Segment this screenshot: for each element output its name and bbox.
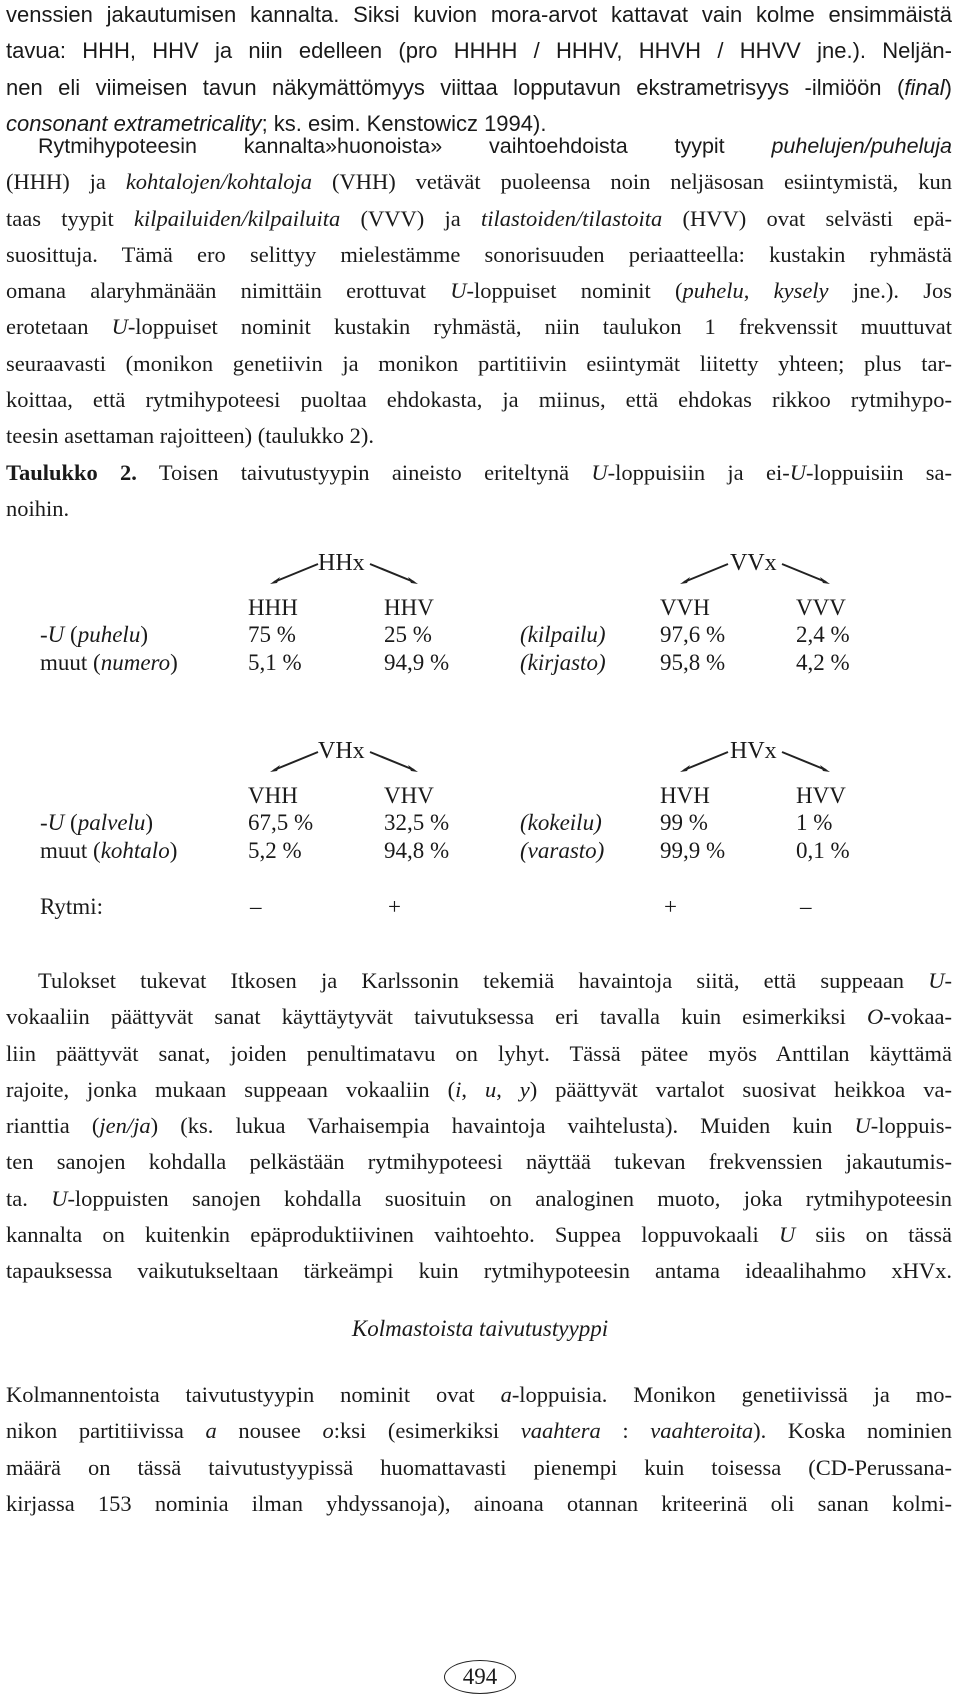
column-header: VHH: [248, 783, 298, 808]
column-header: HVH: [660, 783, 710, 808]
table-cell: 94,9 %: [384, 650, 450, 675]
text-line: tapauksessa vaikutukseltaan tärkeämpi kuin rytmihypoteesin antama ideaalihahmo xHVx.: [6, 1258, 952, 1284]
text-line: rianttia (jen/ja) (ks. lukua Varhaisempia havaintoja vaihtelusta). Muiden kuin U-loppuis-: [6, 1113, 953, 1139]
text-line: Taulukko 2. Toisen taivutustyypin aineisto eriteltynä U-loppuisiin ja ei-U-loppuisiin sa-: [6, 460, 952, 485]
group-title-vvx: VVx: [730, 550, 777, 576]
table-cell: 99,9 %: [660, 838, 726, 863]
text-line: suosittuja. Tämä ero selittyy mielestämme sonorisuuden periaatteella: kustakin ryhmästä: [6, 241, 952, 267]
paragraph-tulokset: [6, 963, 952, 1290]
text-line: (HHH) ja kohtalojen/kohtaloja (VHH) vetävät puoleensa noin neljäsosan esiintymistä, kun: [6, 169, 952, 195]
column-header: VVH: [660, 595, 710, 620]
table-cell: 1 %: [796, 810, 833, 835]
text-line: nikon partitiivissa a nousee o:ksi (esimerkiksi vaahtera : vaahteroita). Koska nominien: [6, 1418, 952, 1444]
row-label: (varasto): [520, 838, 605, 863]
column-header: HVV: [796, 783, 846, 808]
text-line: erotetaan U-loppuiset nominit kustakin ryhmästä, niin taulukon 1 frekvenssit muuttuvat: [6, 314, 952, 340]
row-label: (kilpailu): [520, 622, 606, 647]
rytmi-sign: +: [388, 894, 401, 919]
text-line: ta. U-loppuisten sanojen kohdalla suosituin on analoginen muoto, joka rytmihypoteesin: [6, 1185, 952, 1211]
text-line: taas tyypit kilpailuiden/kilpailuita (VVV) ja tilastoiden/tilastoita (HVV) ovat selvästi epä-: [6, 205, 952, 231]
arrow-right-icon: [780, 750, 830, 772]
text-line: consonant extrametricality; ks. esim. Kenstowicz 1994).: [6, 110, 547, 136]
text-line: tavua: HHH, HHV ja niin edelleen (pro HHHH / HHHV, HHVH / HHVV jne.). Neljän-: [6, 38, 952, 64]
page-number: 494: [444, 1660, 516, 1694]
row-label: muut (kohtalo): [40, 838, 178, 863]
arrow-left-icon: [270, 750, 320, 772]
table-caption: [6, 455, 952, 528]
arrow-left-icon: [680, 562, 730, 584]
paragraph-kolmastoista: [6, 1377, 952, 1522]
group-title-hvx: HVx: [730, 738, 777, 764]
rytmi-sign: –: [250, 894, 262, 919]
text-line: Rytmihypoteesin kannalta»huonoista» vaihtoehdoista tyypit puhelujen/puheluja: [38, 134, 952, 158]
text-line: Tulokset tukevat Itkosen ja Karlssonin tekemiä havaintoja siitä, että suppeaan U-: [38, 968, 952, 993]
paragraph-rytmihypoteesi: [6, 128, 952, 455]
table-cell: 75 %: [248, 622, 296, 647]
column-header: VVV: [796, 595, 846, 620]
text-line: määrä on tässä taivutustyypissä huomattavasti pienempi kuin toisessa (CD-Perussana-: [6, 1454, 952, 1480]
row-label: -U (palvelu): [40, 810, 154, 835]
rytmi-label: Rytmi:: [40, 894, 103, 919]
section-heading: Kolmastoista taivutustyyppi: [351, 1316, 609, 1341]
text-line: nen eli viimeisen tavun näkymättömyys viittaa lopputavun ekstrametrisyys -ilmiöön (final): [6, 74, 952, 100]
table-cell: 67,5 %: [248, 810, 314, 835]
table-cell: 25 %: [384, 622, 432, 647]
column-header: HHH: [248, 595, 298, 620]
table-cell: 5,1 %: [248, 650, 302, 675]
table-cell: 5,2 %: [248, 838, 302, 863]
text-line: noihin.: [6, 496, 70, 522]
table-cell: 95,8 %: [660, 650, 726, 675]
text-line: venssien jakautumisen kannalta. Siksi kuvion mora-arvot kattavat vain kolme ensimmäistä: [6, 2, 952, 27]
text-line: kirjassa 153 nominia ilman yhdyssanoja), ainoana otannan kriteerinä oli sanan kolmi-: [6, 1490, 952, 1516]
arrow-right-icon: [368, 562, 418, 584]
table-cell: 99 %: [660, 810, 708, 835]
row-label: (kokeilu): [520, 810, 602, 835]
column-header: VHV: [384, 783, 434, 808]
arrow-right-icon: [368, 750, 418, 772]
text-line: rajoite, jonka mukaan suppeaan vokaaliin (i, u, y) päättyvät vartalot suosivat heikkoa va-: [6, 1076, 952, 1102]
text-line: liin päättyvät sanat, joiden penultimatavu on lyhyt. Tässä pätee myös Anttilan käyttämä: [6, 1040, 952, 1066]
table-cell: 4,2 %: [796, 650, 850, 675]
group-title-vhx: VHx: [318, 738, 365, 764]
rytmi-sign: –: [800, 894, 812, 919]
table-cell: 94,8 %: [384, 838, 450, 863]
table-cell: 2,4 %: [796, 622, 850, 647]
arrow-right-icon: [780, 562, 830, 584]
arrow-left-icon: [680, 750, 730, 772]
text-line: vokaaliin päättyvät sanat käyttäytyvät taivutuksessa eri tavalla kuin esimerkiksi O-vokaa-: [6, 1004, 952, 1030]
table-cell: 32,5 %: [384, 810, 450, 835]
row-label: muut (numero): [40, 650, 178, 675]
table-cell: 0,1 %: [796, 838, 850, 863]
text-line: koittaa, että rytmihypoteesi puoltaa ehdokasta, ja miinus, että ehdokas rikkoo rytmihypo-: [6, 387, 952, 413]
row-label: (kirjasto): [520, 650, 606, 675]
text-line: kannalta on kuitenkin epäproduktiivinen vaihtoehto. Suppea loppuvokaali U siis on tässä: [6, 1222, 952, 1248]
rytmi-sign: +: [664, 894, 677, 919]
group-title-hhx: HHx: [318, 550, 365, 576]
paragraph-intro: [6, 0, 952, 142]
text-line: ten sanojen kohdalla pelkästään rytmihypoteesi näyttää tukevan frekvenssien jakautumis-: [6, 1149, 952, 1175]
arrow-left-icon: [270, 562, 320, 584]
row-label: -U (puhelu): [40, 622, 148, 647]
table-cell: 97,6 %: [660, 622, 726, 647]
text-line: teesin asettaman rajoitteen) (taulukko 2).: [6, 423, 374, 449]
text-line: Kolmannentoista taivutustyypin nominit ovat a-loppuisia. Monikon genetiivissä ja mo-: [6, 1382, 952, 1407]
text-line: seuraavasti (monikon genetiivin ja monikon partitiivin esiintymät liitetty yhteen; plus tar-: [6, 350, 952, 376]
column-header: HHV: [384, 595, 434, 620]
text-line: omana alaryhmänään nimittäin erottuvat U-loppuiset nominit (puhelu, kysely jne.). Jos: [6, 278, 953, 304]
